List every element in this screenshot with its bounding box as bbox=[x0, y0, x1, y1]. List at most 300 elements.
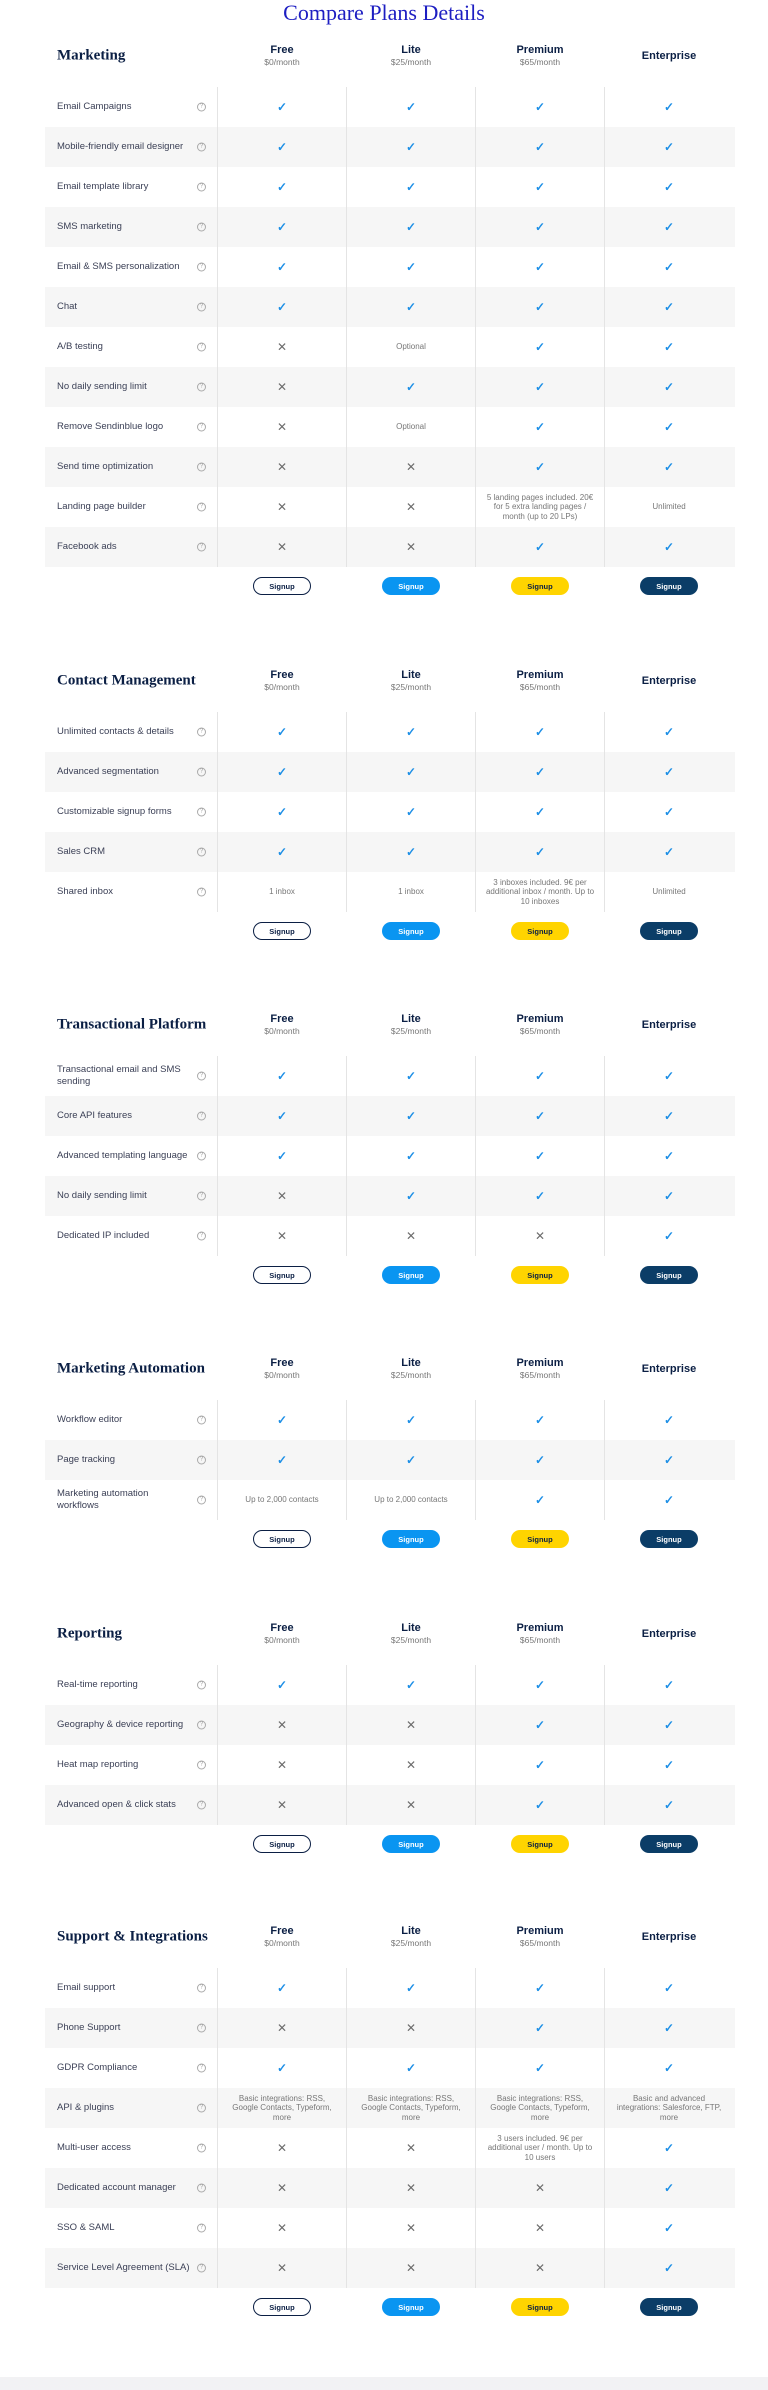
info-icon[interactable]: ? bbox=[197, 1721, 206, 1730]
feature-label: Core API features bbox=[57, 1110, 132, 1121]
check-icon: ✓ bbox=[405, 1189, 417, 1203]
check-icon: ✓ bbox=[663, 1493, 675, 1507]
info-icon[interactable]: ? bbox=[197, 1416, 206, 1425]
check-icon: ✓ bbox=[663, 2181, 675, 2195]
plan-price: $0/month bbox=[264, 682, 300, 692]
check-icon: ✓ bbox=[663, 140, 675, 154]
signup-row bbox=[45, 1256, 735, 1300]
section-header bbox=[45, 25, 735, 87]
check-icon: ✓ bbox=[534, 260, 546, 274]
info-icon[interactable]: ? bbox=[197, 2264, 206, 2273]
check-icon: ✓ bbox=[276, 765, 288, 779]
check-icon: ✓ bbox=[405, 1413, 417, 1427]
check-icon: ✓ bbox=[405, 260, 417, 274]
feature-row bbox=[45, 167, 735, 207]
plan-price: $25/month bbox=[390, 1938, 432, 1948]
cross-icon: ✕ bbox=[276, 420, 288, 434]
feature-row bbox=[45, 1745, 735, 1785]
info-icon[interactable]: ? bbox=[197, 1801, 206, 1810]
plan-name: Premium bbox=[516, 44, 564, 56]
section-title: Reporting bbox=[57, 1625, 122, 1642]
feature-label: Sales CRM bbox=[57, 846, 106, 857]
cross-icon: ✕ bbox=[276, 2181, 288, 2195]
check-icon: ✓ bbox=[276, 1981, 288, 1995]
check-icon: ✓ bbox=[663, 1229, 675, 1243]
signup-button-free[interactable]: Signup bbox=[253, 2298, 311, 2316]
section-title: Transactional Platform bbox=[57, 1016, 207, 1033]
feature-value: Basic integrations: RSS, Google Contacts, Typeform, more bbox=[490, 2093, 590, 2122]
column-divider bbox=[217, 712, 218, 912]
cross-icon: ✕ bbox=[276, 1758, 288, 1772]
column-divider bbox=[217, 1968, 218, 2288]
signup-button-enterprise[interactable]: Signup bbox=[640, 922, 698, 940]
check-icon: ✓ bbox=[534, 180, 546, 194]
check-icon: ✓ bbox=[405, 805, 417, 819]
column-divider bbox=[346, 1400, 347, 1520]
info-icon[interactable]: ? bbox=[197, 768, 206, 777]
check-icon: ✓ bbox=[663, 100, 675, 114]
plan-header-premium bbox=[476, 650, 604, 712]
cross-icon: ✕ bbox=[276, 340, 288, 354]
plan-price: $0/month bbox=[264, 1370, 300, 1380]
column-divider bbox=[604, 87, 605, 567]
info-icon[interactable]: ? bbox=[197, 223, 206, 232]
plan-header-free bbox=[218, 650, 346, 712]
info-icon[interactable]: ? bbox=[197, 263, 206, 272]
check-icon: ✓ bbox=[534, 1413, 546, 1427]
info-icon[interactable]: ? bbox=[197, 1152, 206, 1161]
info-icon[interactable]: ? bbox=[197, 1072, 206, 1081]
feature-row bbox=[45, 792, 735, 832]
section-header bbox=[45, 994, 735, 1056]
feature-label: Transactional email and SMS sending bbox=[57, 1064, 181, 1087]
check-icon: ✓ bbox=[405, 845, 417, 859]
check-icon: ✓ bbox=[663, 300, 675, 314]
plan-name: Enterprise bbox=[641, 674, 697, 687]
cross-icon: ✕ bbox=[276, 1189, 288, 1203]
plan-name: Premium bbox=[516, 1013, 564, 1025]
plan-header-lite bbox=[347, 1906, 475, 1968]
check-icon: ✓ bbox=[663, 180, 675, 194]
signup-button-enterprise[interactable]: Signup bbox=[640, 577, 698, 595]
plan-name: Enterprise bbox=[641, 49, 697, 62]
check-icon: ✓ bbox=[663, 1413, 675, 1427]
cross-icon: ✕ bbox=[534, 2221, 546, 2235]
plan-header-enterprise bbox=[605, 650, 733, 712]
check-icon: ✓ bbox=[663, 1798, 675, 1812]
check-icon: ✓ bbox=[534, 1981, 546, 1995]
column-divider bbox=[475, 1665, 476, 1825]
info-icon[interactable]: ? bbox=[197, 543, 206, 552]
cross-icon: ✕ bbox=[405, 1229, 417, 1243]
signup-button-enterprise[interactable]: Signup bbox=[640, 2298, 698, 2316]
check-icon: ✓ bbox=[663, 420, 675, 434]
check-icon: ✓ bbox=[663, 2141, 675, 2155]
section-title: Contact Management bbox=[57, 672, 196, 689]
plan-header-premium bbox=[476, 25, 604, 87]
feature-value: Basic and advanced integrations: Salesforce, FTP, more bbox=[616, 2093, 722, 2122]
check-icon: ✓ bbox=[276, 300, 288, 314]
feature-label: Advanced templating language bbox=[57, 1150, 188, 1161]
feature-row bbox=[45, 1136, 735, 1176]
check-icon: ✓ bbox=[276, 1069, 288, 1083]
feature-label: Remove Sendinblue logo bbox=[57, 421, 164, 432]
plan-price: $25/month bbox=[390, 1026, 432, 1036]
signup-button-enterprise[interactable]: Signup bbox=[640, 1266, 698, 1284]
feature-row bbox=[45, 1096, 735, 1136]
signup-button-lite[interactable]: Signup bbox=[382, 1266, 440, 1284]
plan-header-lite bbox=[347, 650, 475, 712]
plan-price: $65/month bbox=[519, 57, 561, 67]
info-icon[interactable]: ? bbox=[197, 1192, 206, 1201]
feature-row bbox=[45, 1056, 735, 1096]
plan-name: Free bbox=[270, 1925, 294, 1937]
cross-icon: ✕ bbox=[405, 1718, 417, 1732]
check-icon: ✓ bbox=[663, 805, 675, 819]
plan-price: $65/month bbox=[519, 1026, 561, 1036]
plan-header-lite bbox=[347, 994, 475, 1056]
feature-label: Send time optimization bbox=[57, 461, 154, 472]
check-icon: ✓ bbox=[663, 1149, 675, 1163]
feature-row bbox=[45, 447, 735, 487]
info-icon[interactable]: ? bbox=[197, 2064, 206, 2073]
signup-button-free[interactable]: Signup bbox=[253, 922, 311, 940]
check-icon: ✓ bbox=[663, 1189, 675, 1203]
info-icon[interactable]: ? bbox=[197, 343, 206, 352]
info-icon[interactable]: ? bbox=[197, 2184, 206, 2193]
cross-icon: ✕ bbox=[405, 2181, 417, 2195]
check-icon: ✓ bbox=[663, 725, 675, 739]
check-icon: ✓ bbox=[534, 300, 546, 314]
check-icon: ✓ bbox=[405, 220, 417, 234]
column-divider bbox=[475, 712, 476, 912]
info-icon[interactable]: ? bbox=[197, 2024, 206, 2033]
plan-price: $25/month bbox=[390, 1370, 432, 1380]
info-icon[interactable]: ? bbox=[197, 1496, 206, 1505]
cross-icon: ✕ bbox=[405, 540, 417, 554]
check-icon: ✓ bbox=[276, 100, 288, 114]
feature-label: Real-time reporting bbox=[57, 1679, 138, 1690]
plan-name: Lite bbox=[401, 1622, 421, 1634]
plan-section bbox=[45, 1603, 735, 1869]
check-icon: ✓ bbox=[534, 340, 546, 354]
column-divider bbox=[217, 1665, 218, 1825]
signup-button-enterprise[interactable]: Signup bbox=[640, 1835, 698, 1853]
feature-row bbox=[45, 1480, 735, 1520]
info-icon[interactable]: ? bbox=[197, 183, 206, 192]
signup-button-free[interactable]: Signup bbox=[253, 577, 311, 595]
plan-header-enterprise bbox=[605, 1906, 733, 1968]
check-icon: ✓ bbox=[534, 1069, 546, 1083]
signup-button-premium[interactable]: Signup bbox=[511, 2298, 569, 2316]
check-icon: ✓ bbox=[405, 140, 417, 154]
footer-strip bbox=[0, 2377, 768, 2390]
signup-button-lite[interactable]: Signup bbox=[382, 1835, 440, 1853]
check-icon: ✓ bbox=[663, 260, 675, 274]
feature-value: 3 inboxes included. 9€ per additional inbox / month. Up to 10 inboxes bbox=[485, 877, 595, 906]
info-icon[interactable]: ? bbox=[197, 1112, 206, 1121]
plan-section bbox=[45, 25, 735, 611]
feature-label: Multi-user access bbox=[57, 2142, 131, 2153]
cross-icon: ✕ bbox=[276, 1798, 288, 1812]
plan-name: Lite bbox=[401, 669, 421, 681]
plan-header-premium bbox=[476, 1338, 604, 1400]
check-icon: ✓ bbox=[663, 540, 675, 554]
section-title: Marketing Automation bbox=[57, 1360, 205, 1377]
plan-name: Free bbox=[270, 1622, 294, 1634]
check-icon: ✓ bbox=[276, 220, 288, 234]
signup-button-premium[interactable]: Signup bbox=[511, 1266, 569, 1284]
check-icon: ✓ bbox=[405, 180, 417, 194]
signup-row bbox=[45, 1825, 735, 1869]
info-icon[interactable]: ? bbox=[197, 1456, 206, 1465]
cross-icon: ✕ bbox=[405, 2221, 417, 2235]
section-header bbox=[45, 1338, 735, 1400]
info-icon[interactable]: ? bbox=[197, 1681, 206, 1690]
info-icon[interactable]: ? bbox=[197, 1761, 206, 1770]
feature-label: A/B testing bbox=[57, 341, 103, 352]
check-icon: ✓ bbox=[663, 380, 675, 394]
signup-button-lite[interactable]: Signup bbox=[382, 2298, 440, 2316]
signup-button-premium[interactable]: Signup bbox=[511, 577, 569, 595]
info-icon[interactable]: ? bbox=[197, 463, 206, 472]
check-icon: ✓ bbox=[534, 845, 546, 859]
check-icon: ✓ bbox=[534, 540, 546, 554]
signup-button-lite[interactable]: Signup bbox=[382, 577, 440, 595]
plan-name: Free bbox=[270, 44, 294, 56]
cross-icon: ✕ bbox=[276, 500, 288, 514]
plan-price: $0/month bbox=[264, 57, 300, 67]
check-icon: ✓ bbox=[534, 1493, 546, 1507]
section-title: Marketing bbox=[57, 47, 126, 64]
plan-price: $0/month bbox=[264, 1635, 300, 1645]
check-icon: ✓ bbox=[276, 1453, 288, 1467]
check-icon: ✓ bbox=[276, 1678, 288, 1692]
info-icon[interactable]: ? bbox=[197, 728, 206, 737]
feature-row bbox=[45, 2048, 735, 2088]
info-icon[interactable]: ? bbox=[197, 423, 206, 432]
feature-row bbox=[45, 327, 735, 367]
signup-button-lite[interactable]: Signup bbox=[382, 1530, 440, 1548]
plan-price: $25/month bbox=[390, 57, 432, 67]
cross-icon: ✕ bbox=[276, 1229, 288, 1243]
info-icon[interactable]: ? bbox=[197, 808, 206, 817]
check-icon: ✓ bbox=[663, 340, 675, 354]
signup-button-enterprise[interactable]: Signup bbox=[640, 1530, 698, 1548]
feature-label: Email & SMS personalization bbox=[57, 261, 180, 272]
signup-button-premium[interactable]: Signup bbox=[511, 922, 569, 940]
feature-label: SMS marketing bbox=[57, 221, 122, 232]
cross-icon: ✕ bbox=[276, 540, 288, 554]
feature-label: Service Level Agreement (SLA) bbox=[57, 2262, 190, 2273]
plan-section bbox=[45, 1338, 735, 1564]
cross-icon: ✕ bbox=[534, 1229, 546, 1243]
feature-value: Unlimited bbox=[652, 887, 686, 897]
signup-button-lite[interactable]: Signup bbox=[382, 922, 440, 940]
check-icon: ✓ bbox=[405, 380, 417, 394]
column-divider bbox=[217, 87, 218, 567]
check-icon: ✓ bbox=[405, 1149, 417, 1163]
info-icon[interactable]: ? bbox=[197, 1984, 206, 1993]
check-icon: ✓ bbox=[534, 1718, 546, 1732]
plan-header-premium bbox=[476, 1603, 604, 1665]
feature-value: Optional bbox=[396, 342, 426, 352]
check-icon: ✓ bbox=[534, 420, 546, 434]
check-icon: ✓ bbox=[663, 460, 675, 474]
info-icon[interactable]: ? bbox=[197, 503, 206, 512]
plan-price: $65/month bbox=[519, 1370, 561, 1380]
info-icon[interactable]: ? bbox=[197, 2144, 206, 2153]
feature-row bbox=[45, 127, 735, 167]
check-icon: ✓ bbox=[276, 845, 288, 859]
plan-header-free bbox=[218, 1338, 346, 1400]
cross-icon: ✕ bbox=[276, 2021, 288, 2035]
feature-row bbox=[45, 487, 735, 527]
feature-value: Basic integrations: RSS, Google Contacts, Typeform, more bbox=[361, 2093, 461, 2122]
check-icon: ✓ bbox=[405, 2061, 417, 2075]
feature-row bbox=[45, 1176, 735, 1216]
signup-row bbox=[45, 912, 735, 956]
check-icon: ✓ bbox=[276, 805, 288, 819]
feature-row bbox=[45, 2128, 735, 2168]
feature-row bbox=[45, 1440, 735, 1480]
info-icon[interactable]: ? bbox=[197, 143, 206, 152]
cross-icon: ✕ bbox=[276, 380, 288, 394]
plan-price: $25/month bbox=[390, 1635, 432, 1645]
feature-value: Basic integrations: RSS, Google Contacts, Typeform, more bbox=[232, 2093, 332, 2122]
plan-header-lite bbox=[347, 1603, 475, 1665]
plan-header-free bbox=[218, 1906, 346, 1968]
plan-name: Enterprise bbox=[641, 1018, 697, 1031]
page-title: Compare Plans Details bbox=[283, 0, 485, 25]
check-icon: ✓ bbox=[663, 2221, 675, 2235]
feature-row bbox=[45, 2208, 735, 2248]
feature-row bbox=[45, 1705, 735, 1745]
check-icon: ✓ bbox=[534, 805, 546, 819]
feature-row bbox=[45, 1785, 735, 1825]
plan-header-premium bbox=[476, 994, 604, 1056]
signup-row bbox=[45, 567, 735, 611]
signup-button-premium[interactable]: Signup bbox=[511, 1835, 569, 1853]
feature-value: Up to 2,000 contacts bbox=[374, 1495, 448, 1505]
plan-name: Enterprise bbox=[641, 1930, 697, 1943]
column-divider bbox=[604, 1665, 605, 1825]
feature-row bbox=[45, 527, 735, 567]
plan-price: $0/month bbox=[264, 1026, 300, 1036]
column-divider bbox=[475, 87, 476, 567]
feature-row bbox=[45, 407, 735, 447]
signup-button-free[interactable]: Signup bbox=[253, 1835, 311, 1853]
feature-label: Email support bbox=[57, 1982, 116, 1993]
check-icon: ✓ bbox=[405, 1453, 417, 1467]
column-divider bbox=[475, 1056, 476, 1256]
signup-row bbox=[45, 1520, 735, 1564]
info-icon[interactable]: ? bbox=[197, 383, 206, 392]
check-icon: ✓ bbox=[405, 100, 417, 114]
feature-row bbox=[45, 2088, 735, 2128]
info-icon[interactable]: ? bbox=[197, 2224, 206, 2233]
feature-label: Advanced open & click stats bbox=[57, 1799, 176, 1810]
check-icon: ✓ bbox=[534, 2061, 546, 2075]
column-divider bbox=[475, 1400, 476, 1520]
cross-icon: ✕ bbox=[276, 2221, 288, 2235]
feature-label: Email Campaigns bbox=[57, 101, 132, 112]
check-icon: ✓ bbox=[534, 460, 546, 474]
signup-button-free[interactable]: Signup bbox=[253, 1266, 311, 1284]
check-icon: ✓ bbox=[534, 2021, 546, 2035]
plan-section bbox=[45, 1906, 735, 2332]
column-divider bbox=[346, 1056, 347, 1256]
check-icon: ✓ bbox=[534, 765, 546, 779]
check-icon: ✓ bbox=[663, 1109, 675, 1123]
plan-name: Enterprise bbox=[641, 1362, 697, 1375]
feature-label: Heat map reporting bbox=[57, 1759, 139, 1770]
check-icon: ✓ bbox=[405, 1069, 417, 1083]
cross-icon: ✕ bbox=[276, 460, 288, 474]
feature-row bbox=[45, 287, 735, 327]
signup-button-premium[interactable]: Signup bbox=[511, 1530, 569, 1548]
check-icon: ✓ bbox=[534, 725, 546, 739]
plan-price: $0/month bbox=[264, 1938, 300, 1948]
feature-label: Customizable signup forms bbox=[57, 806, 172, 817]
plan-header-lite bbox=[347, 25, 475, 87]
check-icon: ✓ bbox=[276, 2061, 288, 2075]
feature-row bbox=[45, 872, 735, 912]
feature-label: GDPR Compliance bbox=[57, 2062, 138, 2073]
feature-value: Up to 2,000 contacts bbox=[245, 1495, 319, 1505]
info-icon[interactable]: ? bbox=[197, 303, 206, 312]
plan-name: Lite bbox=[401, 1925, 421, 1937]
plan-section bbox=[45, 650, 735, 956]
check-icon: ✓ bbox=[405, 765, 417, 779]
signup-button-free[interactable]: Signup bbox=[253, 1530, 311, 1548]
feature-row bbox=[45, 832, 735, 872]
feature-label: Shared inbox bbox=[57, 886, 113, 897]
check-icon: ✓ bbox=[405, 1109, 417, 1123]
feature-label: Advanced segmentation bbox=[57, 766, 159, 777]
plan-header-enterprise bbox=[605, 1338, 733, 1400]
info-icon[interactable]: ? bbox=[197, 2104, 206, 2113]
column-divider bbox=[346, 1968, 347, 2288]
cross-icon: ✕ bbox=[405, 500, 417, 514]
info-icon[interactable]: ? bbox=[197, 103, 206, 112]
check-icon: ✓ bbox=[663, 2261, 675, 2275]
check-icon: ✓ bbox=[534, 380, 546, 394]
cross-icon: ✕ bbox=[405, 460, 417, 474]
info-icon[interactable]: ? bbox=[197, 888, 206, 897]
feature-value: 1 inbox bbox=[269, 887, 295, 897]
plan-header-free bbox=[218, 25, 346, 87]
feature-row bbox=[45, 1216, 735, 1256]
section-header bbox=[45, 1906, 735, 1968]
column-divider bbox=[604, 1968, 605, 2288]
plan-price: $25/month bbox=[390, 682, 432, 692]
section-title: Support & Integrations bbox=[57, 1928, 208, 1945]
plan-name: Lite bbox=[401, 44, 421, 56]
cross-icon: ✕ bbox=[405, 1798, 417, 1812]
check-icon: ✓ bbox=[405, 1678, 417, 1692]
check-icon: ✓ bbox=[663, 845, 675, 859]
feature-row bbox=[45, 87, 735, 127]
check-icon: ✓ bbox=[276, 1149, 288, 1163]
cross-icon: ✕ bbox=[405, 2141, 417, 2155]
column-divider bbox=[346, 87, 347, 567]
info-icon[interactable]: ? bbox=[197, 1232, 206, 1241]
info-icon[interactable]: ? bbox=[197, 848, 206, 857]
section-header bbox=[45, 650, 735, 712]
feature-label: Unlimited contacts & details bbox=[57, 726, 174, 737]
feature-label: Page tracking bbox=[57, 1454, 116, 1465]
